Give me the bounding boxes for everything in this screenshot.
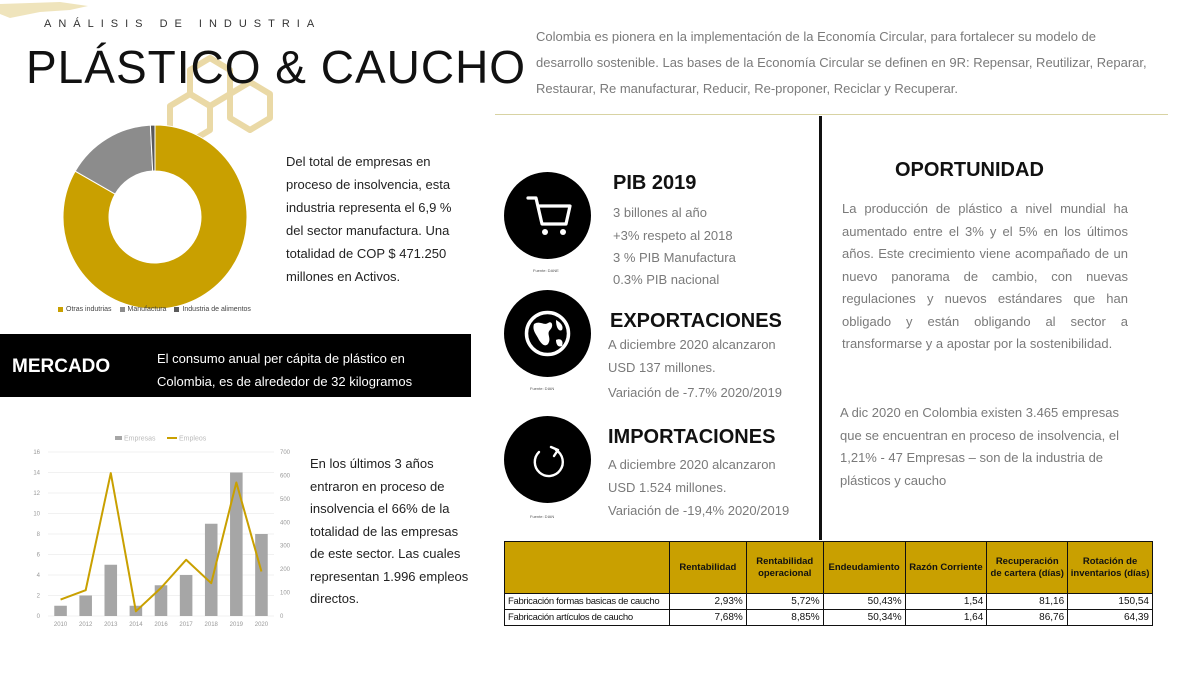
insolvency-donut-chart [60, 122, 250, 312]
y-right-tick-label: 600 [280, 473, 291, 480]
table-row [505, 610, 1153, 626]
table-cell: 1,64 [905, 610, 987, 626]
table-header-cell: Razón Corriente [905, 542, 987, 594]
shopping-cart-icon [504, 172, 591, 259]
x-tick-label: 2020 [254, 622, 269, 628]
table-cell: Fabricación formas basicas de caucho [505, 594, 670, 610]
table-cell: 86,76 [987, 610, 1068, 626]
table-header-cell: Rentabilidad operacional [746, 542, 823, 594]
table-header-cell: Endeudamiento [823, 542, 905, 594]
table-cell: Fabricación artículos de caucho [505, 610, 670, 626]
y-left-tick-label: 2 [36, 593, 40, 600]
y-left-tick-label: 4 [36, 573, 40, 579]
importaciones-line-2: USD 1.524 millones. [608, 480, 727, 495]
refresh-icon [504, 416, 591, 503]
donut-legend [58, 306, 251, 313]
intro-paragraph: Colombia es pionera en la implementación de la Economía Circular, para fortalecer su modelo de desarrollo sostenible. Las bases de la Economía Circular se definen en 9R: Repensar, Reutilizar, Reparar, Restaurar, Re manufacturar, Reducir, Re-proponer, Reciclar y Recuperar. [536, 29, 1147, 96]
pib-line-3: 3 % PIB Manufactura [613, 250, 736, 265]
table-header-cell [505, 542, 670, 594]
financial-indicators-table [504, 541, 1153, 626]
x-tick-label: 2012 [78, 622, 93, 628]
pib-source: Fuente: DANE [533, 268, 559, 273]
pib-line-2: +3% respeto al 2018 [613, 228, 733, 243]
table-cell: 8,85% [746, 610, 823, 626]
y-left-tick-label: 14 [33, 470, 40, 477]
y-right-tick-label: 100 [280, 590, 291, 597]
x-tick-label: 2018 [204, 622, 218, 628]
vertical-divider [819, 116, 822, 540]
exportaciones-title: EXPORTACIONES [610, 310, 782, 332]
oportunidad-title: OPORTUNIDAD [895, 159, 1044, 181]
y-right-tick-label: 0 [280, 614, 284, 620]
y-right-tick-label: 400 [280, 520, 291, 527]
legend-swatch [120, 307, 125, 312]
y-right-tick-label: 300 [280, 543, 291, 550]
y-right-tick-label: 200 [280, 567, 291, 574]
pib-line-4: 0.3% PIB nacional [613, 272, 720, 287]
y-left-tick-label: 6 [36, 552, 40, 559]
y-right-tick-label: 500 [280, 496, 291, 503]
bar-empresas [230, 473, 243, 617]
x-tick-label: 2014 [129, 622, 143, 628]
bar-empresas [105, 565, 118, 616]
table-cell: 1,54 [905, 594, 987, 610]
legend-swatch [58, 307, 63, 312]
x-tick-label: 2013 [104, 622, 118, 628]
intro-divider [495, 114, 1168, 115]
combo-text: En los últimos 3 años entraron en proceso de insolvencia el 66% de la totalidad de las empresas de este sector. Las cuales representan 1.996 empleos directos. [310, 456, 469, 606]
x-tick-label: 2019 [229, 622, 244, 628]
insolvency-text: Del total de empresas en proceso de insolvencia, esta industria representa el 6,9 % del sector manufactura. Una totalidad de COP $ 471.250 millones en Activos. [286, 154, 452, 284]
table-cell: 7,68% [669, 610, 746, 626]
table-header-cell: Rotación de inventarios (días) [1068, 542, 1153, 594]
exportaciones-line-1: A diciembre 2020 alcanzaron [608, 337, 776, 352]
legend-swatch-empresas [115, 436, 122, 440]
legend-label: Manufactura [127, 306, 167, 313]
y-right-tick-label: 700 [280, 450, 291, 456]
importaciones-title: IMPORTACIONES [608, 426, 776, 448]
y-left-tick-label: 0 [36, 614, 40, 620]
mercado-text: El consumo anual per cápita de plástico en Colombia, es de alrededor de 32 kilogramos [157, 351, 413, 389]
page-title: PLÁSTICO & CAUCHO [26, 41, 527, 93]
y-left-tick-label: 10 [33, 511, 40, 518]
globe-icon [504, 290, 591, 377]
legend-label: Otras indutrias [66, 306, 112, 313]
bar-empresas [155, 585, 168, 616]
table-header-row [505, 542, 1153, 594]
pib-line-1: 3 billones al año [613, 205, 707, 220]
pib-title: PIB 2019 [613, 172, 697, 194]
table-cell: 81,16 [987, 594, 1068, 610]
mercado-label: MERCADO [12, 356, 111, 377]
bar-empresas [255, 534, 268, 616]
y-left-tick-label: 8 [36, 532, 40, 538]
table-cell: 50,43% [823, 594, 905, 610]
exportaciones-source: Fuente: DIAN [530, 386, 555, 391]
table-cell: 2,93% [669, 594, 746, 610]
legend-item [174, 306, 250, 313]
x-tick-label: 2017 [179, 622, 193, 628]
table-cell: 64,39 [1068, 610, 1153, 626]
empresas-empleos-chart [22, 430, 300, 635]
legend-label: Industria de alimentos [182, 306, 251, 313]
table-header-cell: Recuperación de cartera (días) [987, 542, 1068, 594]
bar-empresas [205, 524, 218, 616]
table-cell: 150,54 [1068, 594, 1153, 610]
y-left-tick-label: 16 [33, 450, 40, 456]
x-tick-label: 2010 [53, 622, 68, 628]
oportunidad-text: La producción de plástico a nivel mundial ha aumentado entre el 3% y el 5% en los últimos años. Este crecimiento viene acompañado de un nuevo panorama de cambio, con nuevas regulaciones y nuevos estándares que han obligado y están obligando al sector a transformarse y a apostar por la sostenibilidad. [842, 201, 1128, 351]
kicker-label: ANÁLISIS DE INDUSTRIA [44, 18, 322, 30]
importaciones-variation: Variación de -19,4% 2020/2019 [608, 503, 790, 518]
table-cell: 50,34% [823, 610, 905, 626]
exportaciones-line-2: USD 137 millones. [608, 360, 716, 375]
legend-swatch [174, 307, 179, 312]
legend-label-empleos: Empleos [179, 435, 207, 443]
bar-empresas [79, 596, 92, 617]
table-cell: 5,72% [746, 594, 823, 610]
bar-empresas [54, 606, 67, 616]
table-row [505, 594, 1153, 610]
importaciones-source: Fuente: DIAN [530, 514, 555, 519]
bar-empresas [180, 575, 193, 616]
y-left-tick-label: 12 [33, 491, 40, 497]
insolvency-summary-text: A dic 2020 en Colombia existen 3.465 empresas que se encuentran en proceso de insolvencia, el 1,21% - 47 Empresas – son de la industria de plásticos y caucho [840, 405, 1119, 488]
importaciones-line-1: A diciembre 2020 alcanzaron [608, 457, 776, 472]
exportaciones-variation: Variación de -7.7% 2020/2019 [608, 385, 782, 400]
legend-item [120, 306, 167, 313]
legend-item [58, 306, 112, 313]
table-header-cell: Rentabilidad [669, 542, 746, 594]
legend-label-empresas: Empresas [124, 435, 156, 443]
x-tick-label: 2016 [154, 622, 168, 628]
